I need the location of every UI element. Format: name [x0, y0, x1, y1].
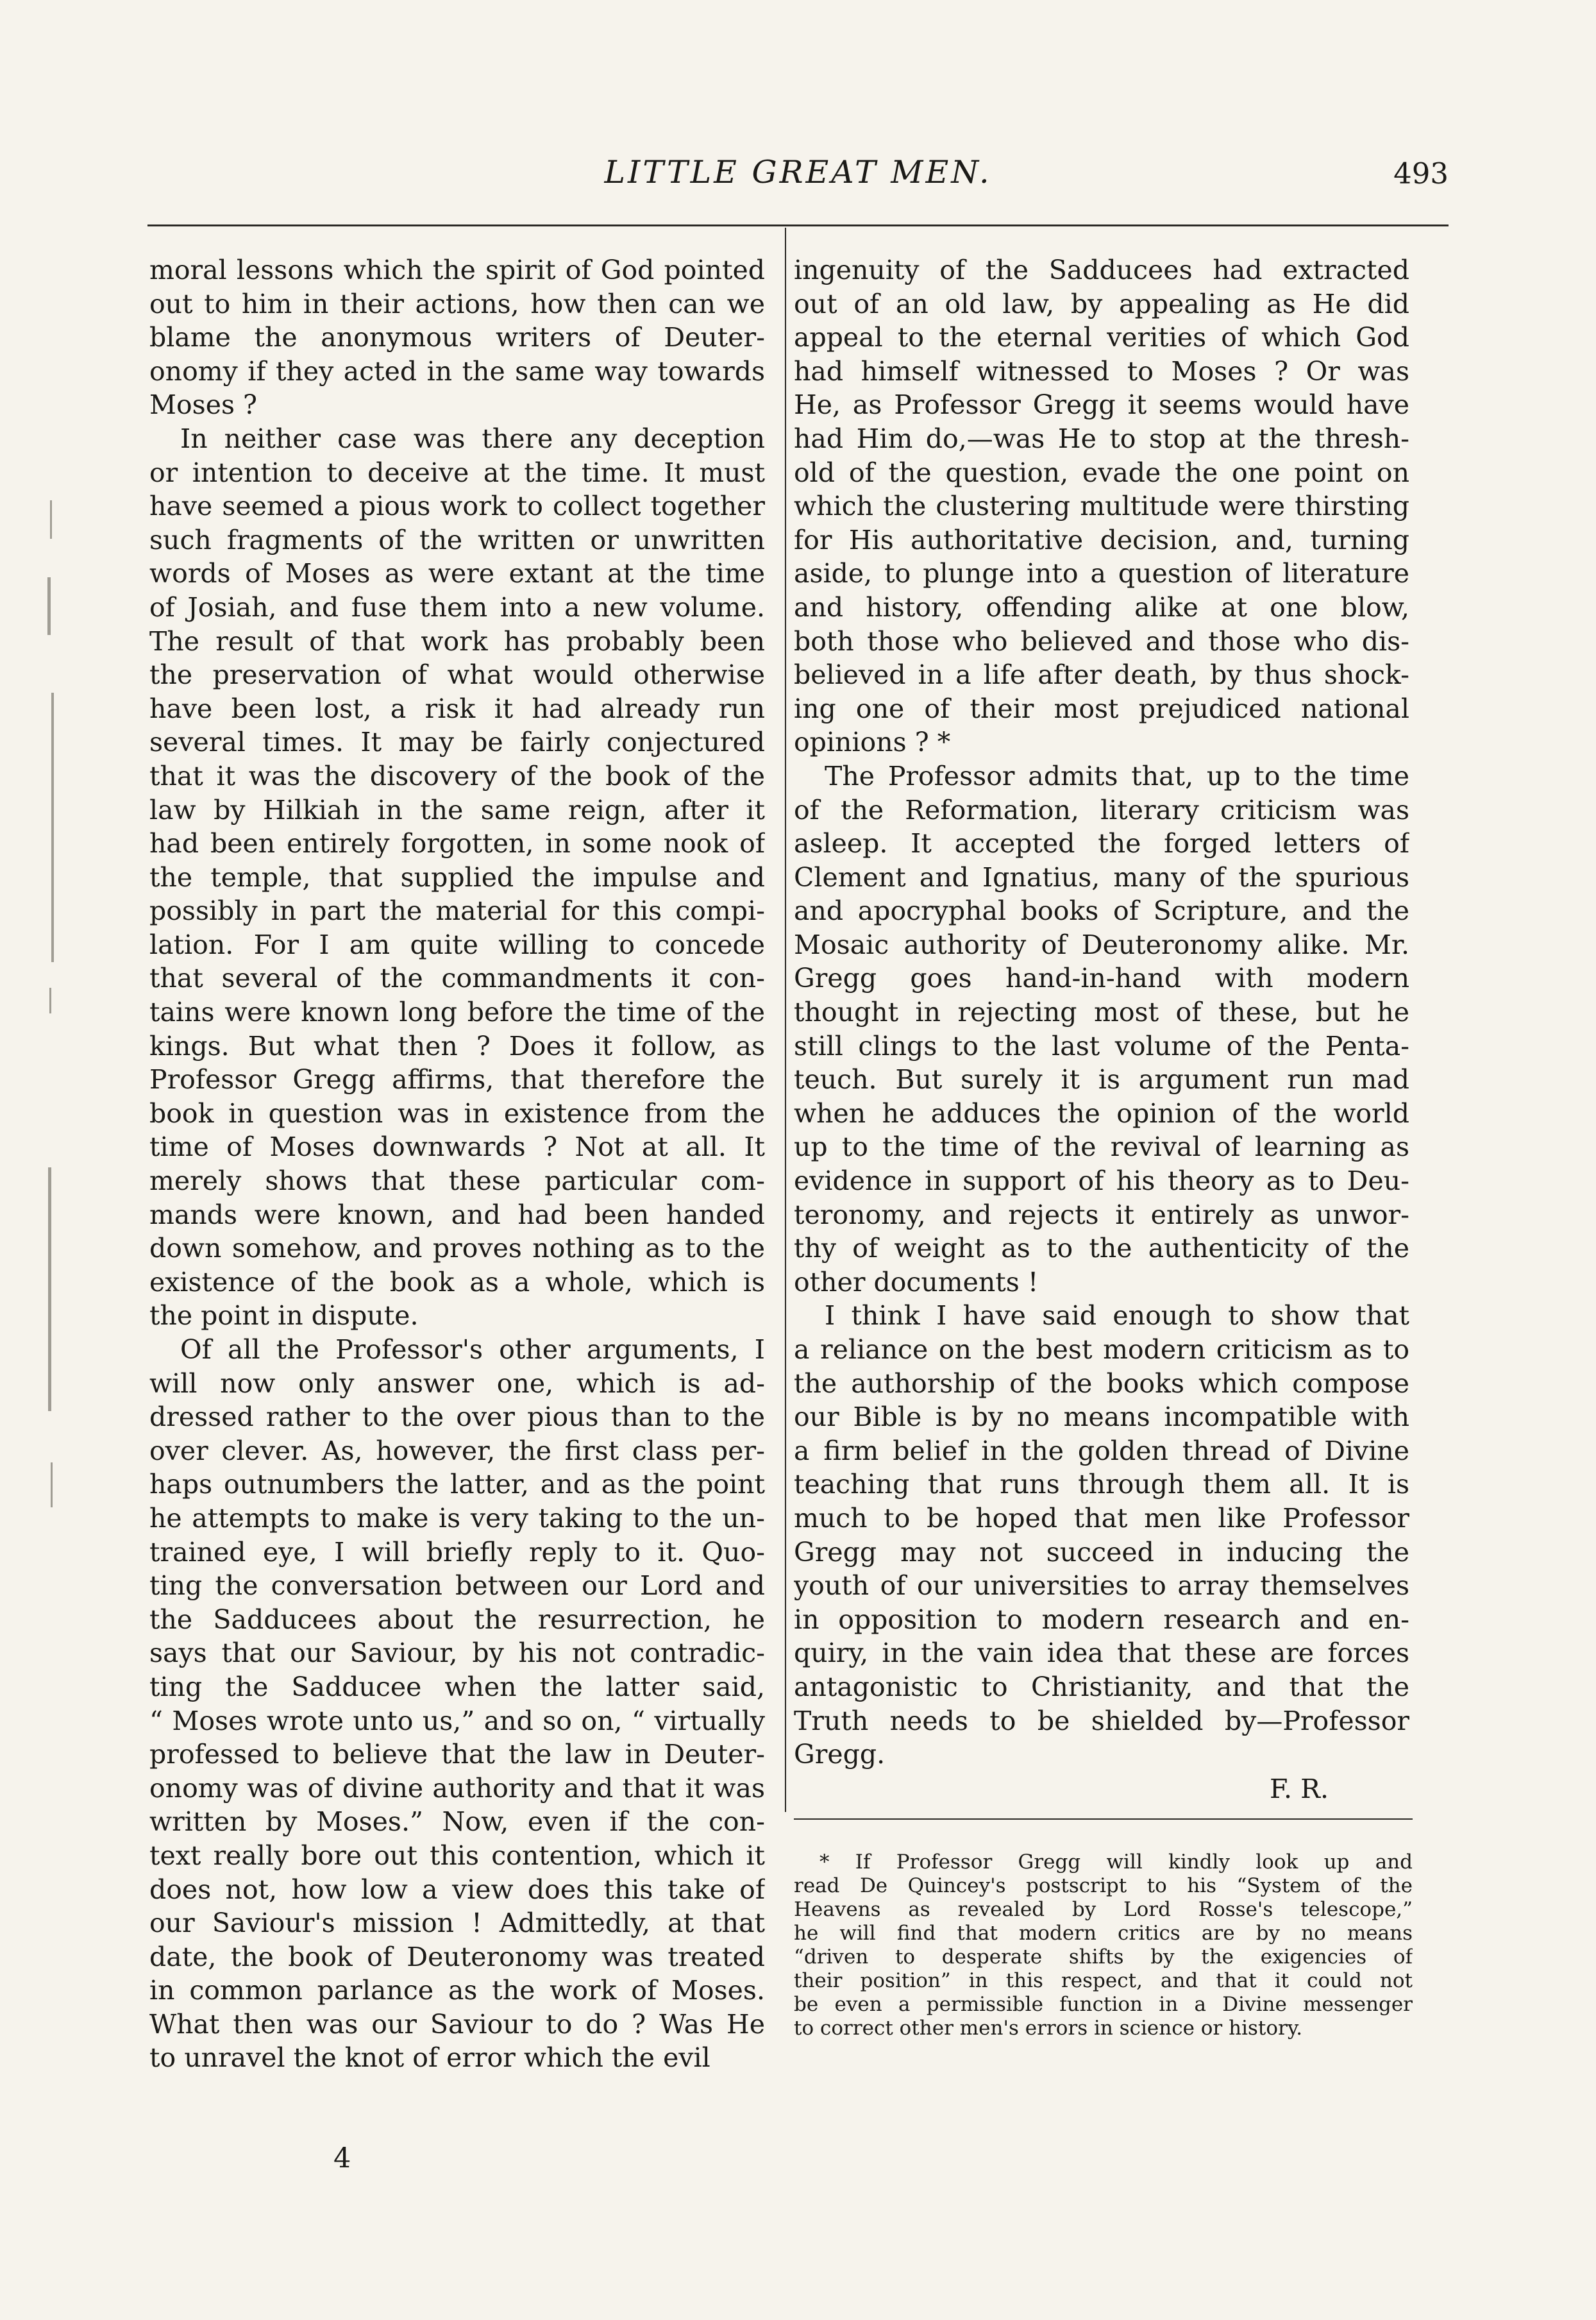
left-column-line: kings. But what then ? Does it follow, as — [149, 1030, 765, 1062]
right-column-line: I think I have said enough to show that — [825, 1300, 1409, 1332]
right-column-line: evidence in support of his theory as to Deu- — [794, 1165, 1409, 1197]
left-column-line: time of Moses downwards ? Not at all. It — [149, 1131, 765, 1163]
left-column-line: the point in dispute. — [149, 1300, 419, 1332]
right-column-line: ingenuity of the Sadducees had extracted — [794, 255, 1409, 285]
left-column-line: have been lost, a risk it had already run — [149, 693, 765, 724]
right-column-line: opinions ? * — [794, 727, 951, 758]
left-column-line: book in question was in existence from the — [149, 1097, 765, 1129]
footnote-line: their position” in this respect, and that it could not — [794, 1969, 1413, 1992]
left-column-line: What then was our Saviour to do ? Was He — [149, 2008, 765, 2040]
left-column-line: onomy was of divine authority and that it was — [149, 1772, 765, 1804]
running-title: LITTLE GREAT MEN. — [604, 154, 992, 191]
right-column-line: youth of our universities to array themselves — [794, 1570, 1409, 1602]
footnote-line: Heavens as revealed by Lord Rosse's telescope,” — [794, 1898, 1413, 1921]
right-column-line: in opposition to modern research and en- — [794, 1604, 1409, 1635]
page-number: 493 — [1393, 157, 1449, 191]
left-column-line: several times. It may be fairly conjectured — [149, 727, 765, 758]
signature-mark: 4 — [333, 2142, 351, 2174]
footnote-line: read De Quincey's postscript to his “System of the — [794, 1874, 1413, 1897]
left-column-line: have seemed a pious work to collect together — [149, 491, 765, 522]
left-column-line: he attempts to make is very taking to the un- — [149, 1502, 765, 1534]
left-column-line: trained eye, I will briefly reply to it. Quo- — [149, 1536, 765, 1568]
left-column-line: out to him in their actions, how then can we — [149, 288, 765, 319]
right-column-line: and apocryphal books of Scripture, and the — [794, 895, 1409, 927]
left-column-line: law by Hilkiah in the same reign, after it — [149, 794, 765, 826]
footnote-rule — [794, 1818, 1413, 1820]
right-column-line: of the Reformation, literary criticism was — [794, 794, 1409, 826]
right-column-line: a firm belief in the golden thread of Divine — [794, 1435, 1409, 1466]
right-column-line: for His authoritative decision, and, turning — [794, 524, 1409, 555]
left-column-line: the preservation of what would otherwise — [149, 659, 765, 691]
right-column-line: Truth needs to be shielded by—Professor — [794, 1705, 1409, 1736]
right-column-line: believed in a life after death, by thus shock- — [794, 659, 1409, 691]
left-column-line: such fragments of the written or unwritten — [149, 524, 765, 555]
header-rule — [147, 224, 1449, 226]
left-column-line: in common parlance as the work of Moses. — [149, 1975, 765, 2006]
right-column-line: out of an old law, by appealing as He did — [794, 288, 1409, 319]
right-column-line: Mosaic authority of Deuteronomy alike. Mr. — [794, 929, 1409, 960]
right-column — [794, 253, 1409, 1772]
left-column-line: does not, how low a view does this take of — [149, 1874, 765, 1905]
left-column-line: text really bore out this contention, which it — [149, 1840, 765, 1871]
right-column-line: Gregg goes hand-in-hand with modern — [794, 963, 1409, 994]
left-column-line: The result of that work has probably been — [149, 625, 765, 657]
right-column-line: had himself witnessed to Moses ? Or was — [794, 355, 1409, 387]
right-column-line: appeal to the eternal verities of which God — [794, 322, 1409, 353]
left-column-line: mands were known, and had been handed — [149, 1199, 765, 1230]
left-column-line: existence of the book as a whole, which is — [149, 1266, 765, 1298]
left-column-line: down somehow, and proves nothing as to the — [149, 1233, 765, 1264]
right-column-line: and history, offending alike at one blow, — [794, 591, 1409, 623]
right-column-line: the authorship of the books which compose — [794, 1367, 1409, 1399]
left-column-line: Moses ? — [149, 389, 258, 421]
left-column-line: In neither case was there any deception — [180, 423, 765, 454]
left-column-line: haps outnumbers the latter, and as the point — [149, 1469, 765, 1500]
left-column-line: merely shows that these particular com- — [149, 1165, 765, 1197]
left-column-line: had been entirely forgotten, in some nook of — [149, 828, 765, 859]
right-column-line: The Professor admits that, up to the time — [825, 760, 1409, 792]
right-column-line: asleep. It accepted the forged letters of — [794, 828, 1409, 859]
footnote — [794, 1850, 1413, 2040]
column-divider — [785, 228, 786, 1812]
footnote-line: he will find that modern critics are by no means — [794, 1922, 1413, 1945]
left-column-line: our Saviour's mission ! Admittedly, at that — [149, 1908, 765, 1939]
left-column-line: to unravel the knot of error which the evil — [149, 2042, 710, 2074]
footnote-line: be even a permissible function in a Divine messenger — [794, 1993, 1413, 2016]
left-column-line: possibly in part the material for this compi- — [149, 895, 765, 927]
left-column-line: of Josiah, and fuse them into a new volume. — [149, 591, 765, 623]
left-column-line: or intention to deceive at the time. It must — [149, 457, 765, 488]
left-column-line: the temple, that supplied the impulse and — [149, 861, 765, 893]
left-column-line: over clever. As, however, the first class per- — [149, 1435, 765, 1466]
right-column-line: Gregg. — [794, 1739, 886, 1770]
left-column-line: words of Moses as were extant at the time — [149, 558, 765, 589]
left-column-line: moral lessons which the spirit of God pointed — [149, 255, 765, 285]
margin-smudge-marks — [32, 500, 71, 1591]
right-column-line: other documents ! — [794, 1266, 1039, 1298]
right-column-line: Gregg may not succeed in inducing the — [794, 1536, 1409, 1568]
left-column — [149, 253, 765, 2075]
left-column-line: dressed rather to the over pious than to the — [149, 1401, 765, 1433]
left-column-line: says that our Saviour, by his not contradic- — [149, 1638, 765, 1669]
right-column-line: both those who believed and those who dis- — [794, 625, 1409, 657]
right-column-line: quiry, in the vain idea that these are forces — [794, 1638, 1409, 1669]
right-column-line: our Bible is by no means incompatible with — [794, 1401, 1409, 1433]
left-column-line: “ Moses wrote unto us,” and so on, “ virtually — [149, 1705, 765, 1736]
right-column-line: thought in rejecting most of these, but he — [794, 997, 1409, 1028]
signature: F. R. — [1270, 1774, 1329, 1804]
left-column-line: will now only answer one, which is ad- — [149, 1367, 765, 1399]
right-column-line: antagonistic to Christianity, and that the — [794, 1671, 1409, 1702]
left-column-line: Professor Gregg affirms, that therefore the — [149, 1064, 765, 1096]
right-column-line: teaching that runs through them all. It is — [794, 1469, 1409, 1500]
left-column-line: ting the Sadducee when the latter said, — [149, 1671, 765, 1702]
right-column-line: much to be hoped that men like Professor — [794, 1502, 1409, 1534]
left-column-line: date, the book of Deuteronomy was treated — [149, 1941, 765, 1972]
footnote-line: “driven to desperate shifts by the exigencies of — [794, 1945, 1413, 1969]
left-column-line: written by Moses.” Now, even if the con- — [149, 1806, 765, 1838]
left-column-line: blame the anonymous writers of Deuter- — [149, 322, 765, 353]
right-column-line: old of the question, evade the one point on — [794, 457, 1409, 488]
left-column-line: Of all the Professor's other arguments, I — [180, 1334, 765, 1365]
right-column-line: when he adduces the opinion of the world — [794, 1097, 1409, 1129]
right-column-line: He, as Professor Gregg it seems would have — [794, 389, 1409, 421]
right-column-line: Clement and Ignatius, many of the spurious — [794, 861, 1409, 893]
right-column-line: a reliance on the best modern criticism as to — [794, 1334, 1409, 1365]
left-column-line: the Sadducees about the resurrection, he — [149, 1604, 765, 1635]
footnote-line: * If Professor Gregg will kindly look up and — [819, 1850, 1413, 1874]
right-column-line: aside, to plunge into a question of literature — [794, 558, 1409, 589]
left-column-line: onomy if they acted in the same way towards — [149, 355, 765, 387]
right-column-line: still clings to the last volume of the Penta- — [794, 1030, 1409, 1062]
right-column-line: had Him do,—was He to stop at the thresh- — [794, 423, 1409, 454]
right-column-line: thy of weight as to the authenticity of the — [794, 1233, 1409, 1264]
right-column-line: teuch. But surely it is argument run mad — [794, 1064, 1409, 1096]
left-column-line: tains were known long before the time of the — [149, 997, 765, 1028]
left-column-line: lation. For I am quite willing to concede — [149, 929, 765, 960]
running-head — [147, 154, 1449, 205]
right-column-line: up to the time of the revival of learning as — [794, 1131, 1409, 1163]
right-column-line: teronomy, and rejects it entirely as unwor- — [794, 1199, 1409, 1230]
left-column-line: that several of the commandments it con- — [149, 963, 765, 994]
right-column-line: which the clustering multitude were thirsting — [794, 491, 1409, 522]
footnote-line: to correct other men's errors in science or history. — [794, 2017, 1303, 2040]
left-column-line: ting the conversation between our Lord and — [149, 1570, 765, 1602]
left-column-line: professed to believe that the law in Deuter- — [149, 1739, 765, 1770]
right-column-line: ing one of their most prejudiced national — [794, 693, 1409, 724]
left-column-line: that it was the discovery of the book of the — [149, 760, 765, 792]
